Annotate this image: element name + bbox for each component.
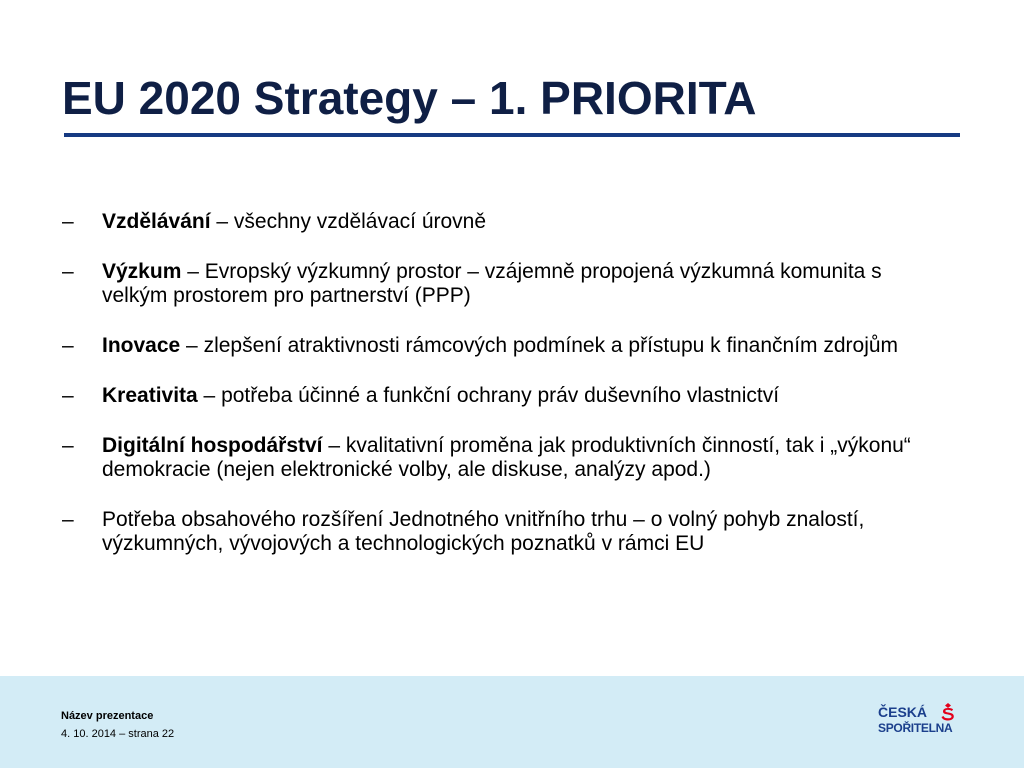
footer-presentation-name: Název prezentace <box>61 710 154 722</box>
bullet-term: Výzkum <box>102 260 182 283</box>
bullet-term: Digitální hospodářství <box>102 434 323 457</box>
footer-date-page: 4. 10. 2014 – strana 22 <box>61 728 175 740</box>
bullet-text: – všechny vzdělávací úrovně <box>210 210 487 233</box>
bullet-text: Potřeba obsahového rozšíření Jednotného vnitřního trhu – o volný pohyb znalostí, výzkumných, vývojových a technologických poznatků v rámci EU <box>102 508 865 555</box>
bullet-dash: – <box>62 260 74 283</box>
bullet-term: Kreativita <box>102 384 198 407</box>
logo-line-2: SPOŘITELNA <box>878 721 953 735</box>
sporitelna-s-logo-icon <box>940 703 956 721</box>
bullet-item <box>62 508 952 556</box>
slide-title: EU 2020 Strategy – 1. PRIORITA <box>62 72 757 124</box>
bullet-dash: – <box>62 384 74 407</box>
bullet-term: Inovace <box>102 334 181 357</box>
bullet-term: Vzdělávání <box>102 210 211 233</box>
bullet-text: – kvalitativní proměna jak produktivních činností, tak i „výkonu“ demokracie (nejen elektronické volby, ale diskuse, analýzy apod.) <box>102 434 911 481</box>
ceska-sporitelna-logo <box>878 703 960 737</box>
logo-line-1: ČESKÁ <box>878 704 928 720</box>
bullet-text: – potřeba účinné a funkční ochrany práv duševního vlastnictví <box>197 384 780 407</box>
bullet-dash: – <box>62 508 74 531</box>
bullet-item <box>62 334 952 358</box>
bullet-dash: – <box>62 434 74 457</box>
bullet-item <box>62 434 952 482</box>
bullet-item <box>62 210 952 234</box>
title-divider <box>64 133 960 137</box>
bullet-item <box>62 260 952 308</box>
bullet-dash: – <box>62 210 74 233</box>
bullet-item <box>62 384 952 408</box>
footer-band <box>0 676 1024 768</box>
bullet-text: – zlepšení atraktivnosti rámcových podmínek a přístupu k finančním zdrojům <box>180 334 899 357</box>
bullet-list <box>62 210 952 582</box>
bullet-dash: – <box>62 334 74 357</box>
bullet-text: – Evropský výzkumný prostor – vzájemně propojená výzkumná komunita s velkým prostorem pro partnerství (PPP) <box>102 260 882 307</box>
